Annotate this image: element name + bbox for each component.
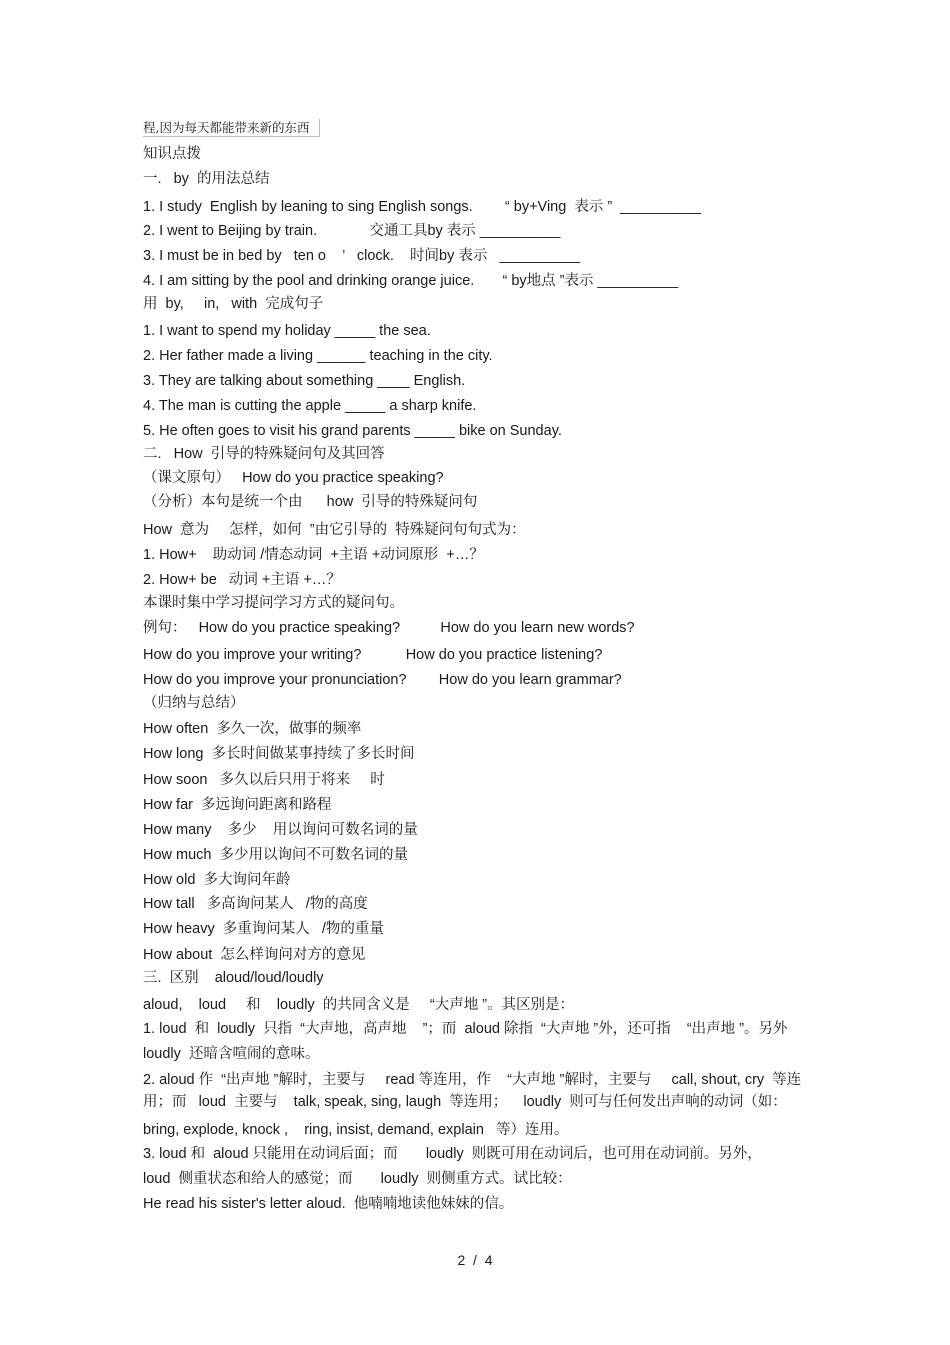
text-line: loud 侧重状态和给人的感觉；而 loudly 则侧重方式。试比较：	[143, 1171, 572, 1187]
text-line: 4. I am sitting by the pool and drinking orange juice. “ by地点 ”表示 __________	[143, 273, 679, 289]
text-line: How long 多长时间做某事持续了多长时间	[143, 746, 415, 762]
text-line: 5. He often goes to visit his grand parents _____ bike on Sunday.	[143, 423, 562, 439]
text-line: 二. How 引导的特殊疑问句及其回答	[143, 446, 385, 462]
text-line: loudly 还暗含喧闹的意味。	[143, 1046, 320, 1062]
text-line: How much 多少用以询问不可数名词的量	[143, 847, 409, 863]
text-line: 例句： How do you practice speaking? How do you learn new words?	[143, 620, 635, 636]
text-line: He read his sister's letter aloud. 他喃喃地读他妹妹的信。	[143, 1196, 514, 1212]
text-line: 2. I went to Beijing by train. 交通工具by 表示 __________	[143, 223, 561, 239]
text-line: 3. I must be in bed by ten o ’ clock. 时间by 表示 __________	[143, 248, 581, 264]
text-line: 1. I study English by leaning to sing English songs. “ by+Ving 表示 ” __________	[143, 199, 701, 215]
text-line: 3. loud 和 aloud 只能用在动词后面；而 loudly 则既可用在动词后，也可用在动词前。另外，	[143, 1146, 762, 1162]
text-line: How about 怎么样询问对方的意见	[143, 947, 366, 963]
text-line: （课文原句） How do you practice speaking?	[143, 470, 444, 486]
text-line: How soon 多久以后只用于将来 时	[143, 772, 385, 788]
text-line: How 意为 怎样，如何 ”由它引导的 特殊疑问句句式为：	[143, 522, 526, 538]
text-line: 用 by, in, with 完成句子	[143, 296, 324, 312]
text-line: 3. They are talking about something ____ English.	[143, 373, 466, 389]
text-line: （归纳与总结）	[143, 695, 245, 711]
text-line: 知识点拨	[143, 146, 201, 162]
text-line: How far 多远询问距离和路程	[143, 797, 332, 813]
text-line: How do you improve your pronunciation? How do you learn grammar?	[143, 672, 622, 688]
text-line: bring, explode, knock , ring, insist, demand, explain 等）连用。	[143, 1122, 569, 1138]
text-line: How many 多少 用以询问可数名词的量	[143, 822, 418, 838]
text-line: aloud, loud 和 loudly 的共同含义是 “大声地 ”。其区别是：	[143, 997, 575, 1013]
text-line: 2. How+ be 动词 +主语 +…？	[143, 572, 341, 588]
text-line: 三. 区别 aloud/loud/loudly	[143, 970, 324, 986]
text-line: How do you improve your writing? How do you practice listening?	[143, 647, 603, 663]
text-line: 2. Her father made a living ______ teaching in the city.	[143, 348, 493, 364]
text-line: How often 多久一次，做事的频率	[143, 721, 362, 737]
text-line: 一. by 的用法总结	[143, 171, 270, 187]
text-line: 4. The man is cutting the apple _____ a sharp knife.	[143, 398, 477, 414]
text-line: 本课时集中学习提问学习方式的疑问句。	[143, 595, 404, 611]
text-line: How old 多大询问年龄	[143, 872, 291, 888]
text-line: 2. aloud 作 “出声地 ”解时，主要与 read 等连用，作 “大声地 ”解时，主要与 call, shout, cry 等连	[143, 1072, 802, 1088]
text-line: 用；而 loud 主要与 talk, speak, sing, laugh 等连用； loudly 则可与任何发出声响的动词（如：	[143, 1094, 787, 1110]
text-line: （分析）本句是统一个由 how 引导的特殊疑问句	[143, 494, 478, 510]
page-number: 2 / 4	[457, 1252, 493, 1268]
text-line: How tall 多高询问某人 /物的高度	[143, 896, 368, 912]
text-line: How heavy 多重询问某人 /物的重量	[143, 921, 384, 937]
text-line: 1. loud 和 loudly 只指 “大声地，高声地 ”；而 aloud 除指 “大声地 ”外，还可指 “出声地 ”。另外	[143, 1021, 788, 1037]
text-line: 1. I want to spend my holiday _____ the sea.	[143, 323, 431, 339]
header-fragment: 程,因为每天都能带来新的东西	[143, 119, 320, 137]
text-line: 1. How+ 助动词 /情态动词 +主语 +动词原形 +…？	[143, 547, 484, 563]
